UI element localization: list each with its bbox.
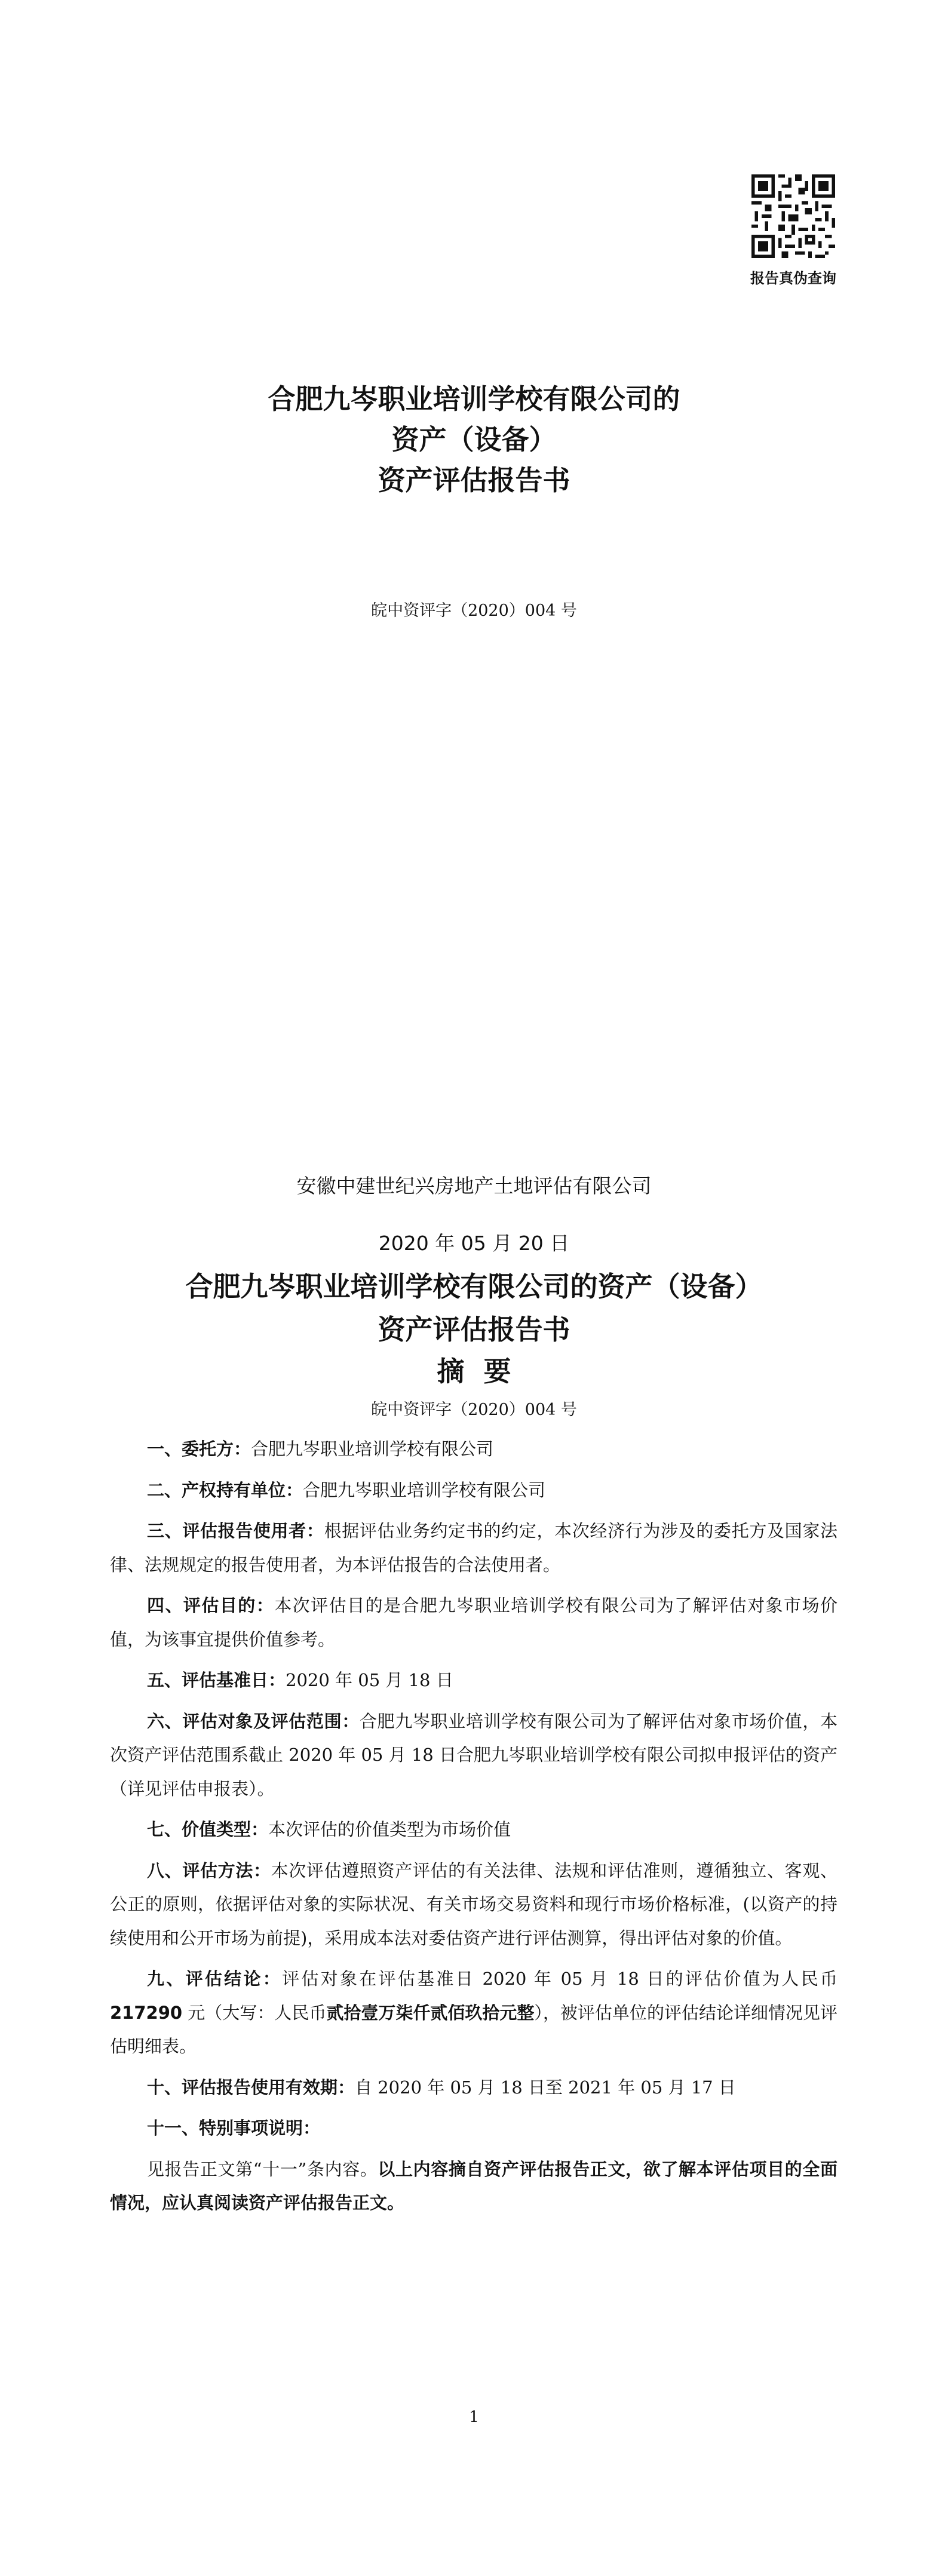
- summary-heading-abstract: 摘 要: [437, 1355, 511, 1387]
- summary-item: [110, 1589, 837, 1656]
- item-label: 一、委托方：: [147, 1439, 251, 1459]
- appraised-value-uppercase: 贰拾壹万柒仟贰佰玖拾元整: [326, 2002, 535, 2023]
- item-label: 八、评估方法：: [147, 1860, 271, 1881]
- qr-verify-label: 报告真伪查询: [750, 270, 836, 287]
- item-label: 九、评估结论：: [147, 1969, 283, 1989]
- item-label: 七、价值类型：: [147, 1819, 269, 1840]
- summary-item: [110, 1514, 837, 1582]
- summary-item: [110, 1432, 837, 1466]
- conclusion-text-a: 评估对象在评估基准日 2020 年 05 月 18 日的评估价值为人民币: [282, 1969, 837, 1989]
- conclusion-text-b: 元（大写：人民币: [182, 2002, 327, 2023]
- summary-item-conclusion: [110, 1962, 837, 2064]
- item-text: 2020 年 05 月 18 日: [286, 1670, 453, 1690]
- summary-item: [110, 1854, 837, 1955]
- summary-body: [110, 1432, 837, 2227]
- issuer-company: 安徽中建世纪兴房地产土地评估有限公司: [296, 1174, 652, 1198]
- item-text: 本次评估目的是合肥九岑职业培训学校有限公司为了解评估对象市场价值，为该事宜提供价值参考。: [110, 1595, 837, 1650]
- closing-bold: 以上内容摘自资产评估报告正文，欲了解本评估项目的全面情况，应认真阅读资产评估报告正文。: [110, 2159, 837, 2213]
- item-label: 四、评估目的：: [147, 1595, 275, 1616]
- item-label: 六、评估对象及评估范围：: [147, 1711, 360, 1731]
- conclusion-text-c: ），被评估单位的评估结论详细情况见评估明细表。: [110, 2002, 837, 2056]
- appraised-value: 217290: [110, 2002, 183, 2023]
- item-label: 十一、特别事项说明：: [147, 2118, 321, 2138]
- closing-plain: 见报告正文第“十一”条内容。: [147, 2159, 378, 2179]
- item-label: 三、评估报告使用者：: [147, 1521, 324, 1541]
- page-number: 1: [469, 2408, 479, 2426]
- summary-title-line-1: 合肥九岑职业培训学校有限公司的资产（设备）: [185, 1270, 763, 1303]
- item-text: 合肥九岑职业培训学校有限公司为了解评估对象市场价值，本次资产评估范围系截止 2020 年 05 月 18 日合肥九岑职业培训学校有限公司拟申报评估的资产（详见评估申报表）。: [110, 1711, 837, 1799]
- item-text: 根据评估业务约定书的约定，本次经济行为涉及的委托方及国家法律、法规规定的报告使用者，为本评估报告的合法使用者。: [110, 1521, 837, 1575]
- item-label: 五、评估基准日：: [147, 1670, 286, 1690]
- summary-item: [110, 2071, 837, 2105]
- summary-item: [110, 2111, 837, 2145]
- item-label: 二、产权持有单位：: [147, 1479, 303, 1500]
- summary-report-number: 皖中资评字（2020）004 号: [371, 1401, 577, 1419]
- item-label: 十、评估报告使用有效期：: [147, 2077, 355, 2098]
- summary-closing: [110, 2153, 837, 2220]
- issue-date: 2020 年 05 月 20 日: [378, 1232, 570, 1255]
- item-text: 自 2020 年 05 月 18 日至 2021 年 05 月 17 日: [355, 2077, 736, 2098]
- cover-title-line-1: 合肥九岑职业培训学校有限公司的: [268, 383, 680, 415]
- summary-item: [110, 1473, 837, 1507]
- item-text: 本次评估遵照资产评估的有关法律、法规和评估准则，遵循独立、客观、公正的原则，依据评估对象的实际状况、有关市场交易资料和现行市场价格标准，(以资产的持续使用和公开市场为前提)，采用成本法对委估资产进行评估测算，得出评估对象的价值。: [110, 1860, 837, 1948]
- summary-item: [110, 1663, 837, 1697]
- item-text: 合肥九岑职业培训学校有限公司: [303, 1479, 546, 1500]
- summary-title-line-2: 资产评估报告书: [378, 1313, 570, 1346]
- cover-title-line-3: 资产评估报告书: [378, 464, 570, 496]
- cover-report-number: 皖中资评字（2020）004 号: [371, 601, 577, 620]
- item-text: 合肥九岑职业培训学校有限公司: [251, 1439, 494, 1459]
- summary-item: [110, 1813, 837, 1847]
- summary-item: [110, 1705, 837, 1806]
- cover-title-line-2: 资产（设备）: [391, 423, 557, 456]
- item-text: 本次评估的价值类型为市场价值: [268, 1819, 511, 1840]
- qr-code-icon: [751, 174, 835, 258]
